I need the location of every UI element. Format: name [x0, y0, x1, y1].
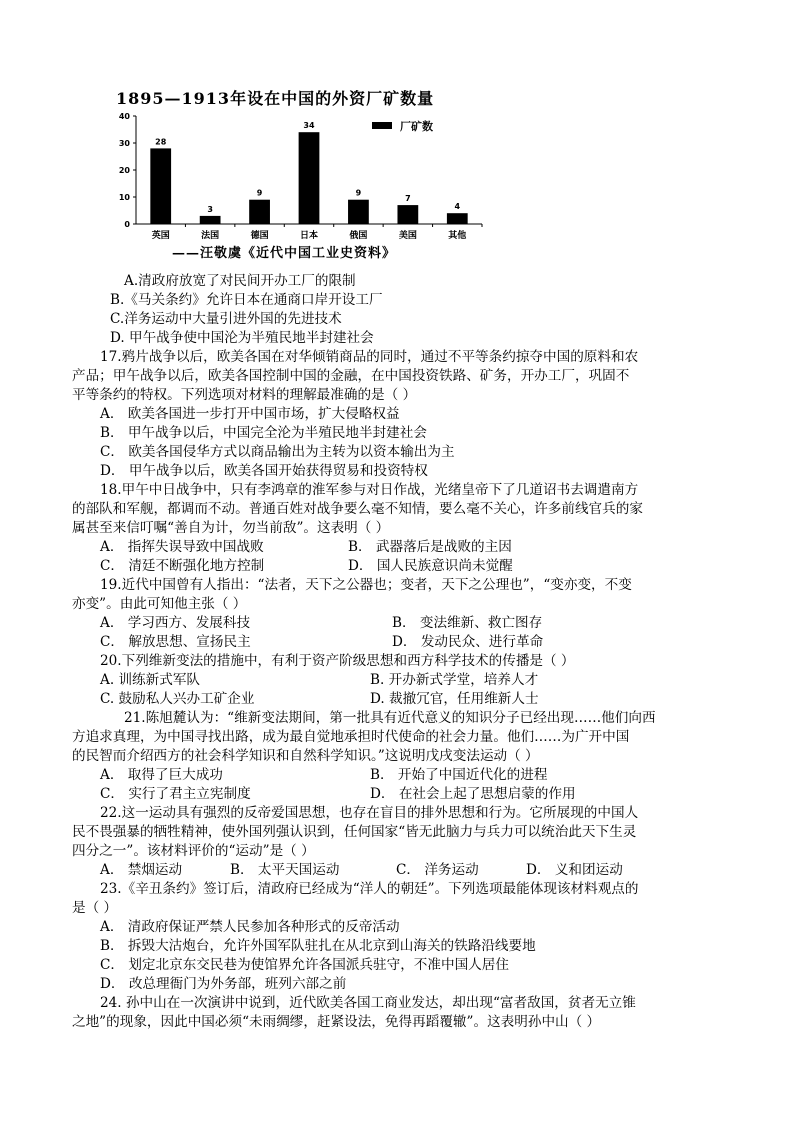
x-tick-label: 其他 [448, 231, 467, 241]
q19-options-row-1 [72, 614, 732, 633]
q22-option-d[interactable]: D． 义和团运动 [526, 862, 623, 878]
bar [397, 205, 418, 224]
q20-stem-1: 20.下列维新变法的措施中，有利于资产阶级思想和西方科学技术的传播是（ ） [100, 653, 575, 669]
x-tick-label: 英国 [151, 231, 170, 241]
q20-option-c[interactable]: C. 鼓励私人兴办工矿企业 [100, 691, 255, 707]
q16-option-d[interactable]: D. 甲午战争使中国沦为半殖民地半封建社会 [110, 330, 374, 346]
legend-label: 厂矿数 [400, 120, 433, 133]
q18-options-row-2 [72, 557, 732, 576]
q23-option-b[interactable]: B． 拆毁大沽炮台，允许外国军队驻扎在从北京到山海关的铁路沿线要地 [100, 938, 536, 954]
q23-option-c[interactable]: C． 划定北京东交民巷为使馆界允许各国派兵驻守，不准中国人居住 [100, 957, 509, 973]
q17-option-c[interactable]: C． 欧美各国侵华方式以商品输出为主转为以资本输出为主 [100, 444, 455, 460]
question-text [72, 272, 732, 1032]
data-label: 3 [207, 204, 213, 214]
bar [200, 216, 221, 224]
q20-options-row-2 [72, 690, 732, 709]
q21-stem-1: 21.陈旭麓认为：“维新变法期间，第一批具有近代意义的知识分子已经出现……他们向西 [124, 710, 656, 726]
y-tick-label: 20 [118, 166, 130, 175]
bar [348, 200, 369, 224]
q22-option-b[interactable]: B． 太平天国运动 [230, 862, 340, 878]
q24-stem-2: 之地”的现象，因此中国必须“未雨绸缪，赶紧设法，免得再蹈覆辙”。这表明孙中山（ ） [72, 1014, 601, 1030]
data-label: 28 [155, 137, 167, 147]
x-tick-label: 美国 [398, 231, 417, 241]
y-tick-label: 40 [118, 112, 130, 121]
q21-option-a[interactable]: A． 取得了巨大成功 [100, 767, 223, 783]
x-tick-label: 法国 [201, 231, 220, 241]
q22-option-c[interactable]: C． 洋务运动 [396, 862, 479, 878]
x-tick-label: 德国 [250, 231, 269, 241]
q21-option-d[interactable]: D． 在社会上起了思想启蒙的作用 [370, 786, 576, 802]
q19-stem-2: 亦变”。由此可知他主张（ ） [72, 596, 247, 612]
y-tick-label: 30 [118, 139, 130, 148]
q16-option-c[interactable]: C.洋务运动中大量引进外国的先进技术 [110, 311, 342, 327]
q22-stem-2: 民不畏强暴的牺牲精神，使外国列强认识到，任何国家“皆无此脑力与兵力可以统治此天下生灵 [72, 824, 637, 840]
chart-title: 1895—1913年设在中国的外资厂矿数量 [116, 89, 435, 108]
q22-options-row [72, 861, 732, 880]
q18-option-b[interactable]: B． 武器落后是战败的主因 [348, 539, 512, 555]
q18-option-a[interactable]: A． 指挥失误导致中国战败 [100, 539, 264, 555]
q16-option-a[interactable]: A.清政府放宽了对民间开办工厂的限制 [124, 273, 356, 289]
q17-stem-1: 17.鸦片战争以后，欧美各国在对华倾销商品的同时，通过不平等条约掠夺中国的原料和农 [100, 349, 639, 365]
q21-options-row-2 [72, 785, 732, 804]
x-tick-label: 日本 [299, 231, 319, 241]
q18-option-d[interactable]: D． 国人民族意识尚未觉醒 [348, 558, 513, 574]
bar [150, 148, 171, 224]
x-tick-label: 俄国 [349, 231, 368, 241]
q19-option-c[interactable]: C． 解放思想、宣扬民主 [100, 634, 251, 650]
bar [249, 200, 270, 224]
q20-option-a[interactable]: A. 训练新式军队 [100, 672, 201, 688]
y-tick-label: 10 [118, 193, 130, 202]
q21-option-c[interactable]: C． 实行了君主立宪制度 [100, 786, 251, 802]
q23-stem-2: 是（ ） [72, 900, 118, 916]
q17-option-b[interactable]: B． 甲午战争以后，中国完全沦为半殖民地半封建社会 [100, 425, 427, 441]
data-label: 7 [405, 194, 411, 204]
q18-stem-1: 18.甲午中日战争中，只有李鸿章的淮军参与对日作战，光绪皇帝下了几道诏书去调遣南方 [100, 482, 639, 498]
chart-source: ——汪敬虞《近代中国工业史资料》 [172, 246, 397, 261]
q22-stem-1: 22.这一运动具有强烈的反帝爱国思想，也存在盲目的排外思想和行为。它所展现的中国人 [100, 805, 639, 821]
q17-stem-2: 产品；甲午战争以后，欧美各国控制中国的金融，在中国投资铁路、矿务，开办工厂，巩固不 [72, 368, 630, 384]
q19-options-row-2 [72, 633, 732, 652]
q21-option-b[interactable]: B． 开始了中国近代化的进程 [370, 767, 548, 783]
q23-option-a[interactable]: A． 清政府保证严禁人民参加各种形式的反帝活动 [100, 919, 400, 935]
data-label: 4 [454, 202, 461, 212]
data-label: 9 [256, 188, 263, 198]
q21-stem-3: 的民智而介绍西方的社会科学知识和自然科学知识。”这说明戊戌变法运动（ ） [72, 748, 539, 764]
q20-options-row-1 [72, 671, 732, 690]
data-label: 34 [303, 121, 315, 131]
data-label: 9 [355, 188, 362, 198]
q22-stem-3: 四分之一”。该材料评价的“运动”是（ ） [72, 843, 315, 859]
q19-option-a[interactable]: A． 学习西方、发展科技 [100, 615, 251, 631]
bar-chart [110, 94, 490, 244]
q18-stem-2: 的部队和军舰，都调而不动。普通百姓对战争要么毫不知情，要么毫不关心，许多前线官兵的家 [72, 501, 643, 517]
q18-stem-3: 属甚至来信叮嘱“善自为计，勿当前敌”。这表明（ ） [72, 520, 390, 536]
bar [299, 132, 320, 224]
q20-option-b[interactable]: B. 开办新式学堂，培养人才 [370, 672, 539, 688]
q19-option-b[interactable]: B． 变法维新、救亡图存 [392, 615, 543, 631]
q18-options-row-1 [72, 538, 732, 557]
q21-options-row-1 [72, 766, 732, 785]
q18-option-c[interactable]: C． 清廷不断强化地方控制 [100, 558, 265, 574]
q22-option-a[interactable]: A． 禁烟运动 [100, 862, 183, 878]
q17-stem-3: 平等条约的特权。下列选项对材料的理解最准确的是（ ） [72, 387, 417, 403]
q21-stem-2: 方追求真理，为中国寻找出路，成为最自觉地承担时代使命的社会力量。他们……为广开中国 [72, 729, 630, 745]
q20-option-d[interactable]: D. 裁撤冗官，任用维新人士 [370, 691, 539, 707]
q17-option-a[interactable]: A． 欧美各国进一步打开中国市场，扩大侵略权益 [100, 406, 400, 422]
q16-option-b[interactable]: B.《马关条约》允许日本在通商口岸开设工厂 [110, 292, 383, 308]
q19-stem-1: 19.近代中国曾有人指出：“法者，天下之公器也；变者，天下之公理也”，“变亦变，不变 [100, 577, 632, 593]
y-tick-label: 0 [124, 220, 130, 229]
bar [447, 213, 468, 224]
q23-stem-1: 23.《辛丑条约》签订后，清政府已经成为“洋人的朝廷”。下列选项最能体现该材料观点的 [100, 881, 639, 897]
q17-option-d[interactable]: D． 甲午战争以后，欧美各国开始获得贸易和投资特权 [100, 463, 428, 479]
chart-section [110, 86, 490, 264]
q23-option-d[interactable]: D． 改总理衙门为外务部，班列六部之前 [100, 976, 347, 992]
legend-swatch [372, 122, 392, 129]
q24-stem-1: 24. 孙中山在一次演讲中说到，近代欧美各国工商业发达，却出现“富者敌国，贫者无立锥 [100, 995, 636, 1011]
q19-option-d[interactable]: D． 发动民众、进行革命 [392, 634, 544, 650]
